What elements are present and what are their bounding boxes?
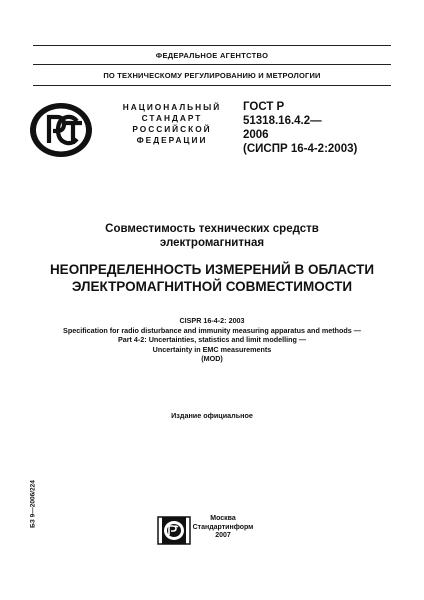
intl-line: (MOD) <box>201 354 223 364</box>
rst-logo-icon <box>28 100 94 160</box>
international-standard-reference <box>0 316 424 364</box>
gost-line: ГОСТ Р <box>243 101 285 113</box>
publisher-logo-icon <box>157 515 193 547</box>
gost-line: (СИСПР 16-4-2:2003) <box>243 143 358 155</box>
publisher-info <box>192 515 254 541</box>
intl-line: Uncertainty in EMC measurements <box>152 344 272 354</box>
national-standard-label <box>112 102 232 146</box>
title-line: ЭЛЕКТРОМАГНИТНОЙ СОВМЕСТИМОСТИ <box>71 279 353 294</box>
gost-designation <box>243 100 383 156</box>
document-title <box>0 261 424 295</box>
gost-line: 51318.16.4.2— <box>243 115 322 127</box>
subtitle-line: электромагнитная <box>159 237 265 249</box>
agency-name-line1: ФЕДЕРАЛЬНОЕ АГЕНТСТВО <box>155 51 269 60</box>
side-code-text: БЗ 9—2006/224 <box>29 480 37 528</box>
side-code <box>27 474 39 534</box>
publication-year: 2007 <box>215 532 231 539</box>
publisher-name: Стандартинформ <box>192 523 254 531</box>
title-line: НЕОПРЕДЕЛЕННОСТЬ ИЗМЕРЕНИЙ В ОБЛАСТИ <box>49 262 375 277</box>
national-standard-line: ФЕДЕРАЦИИ <box>136 135 208 145</box>
top-rule-upper <box>33 45 391 46</box>
publisher-logo <box>157 515 193 547</box>
subtitle-line: Совместимость технических средств <box>105 223 319 235</box>
intl-line: Part 4-2: Uncertainties, statistics and limit modelling — <box>117 335 307 345</box>
intl-line: Specification for radio disturbance and immunity measuring apparatus and methods — <box>63 325 361 335</box>
top-rule-lower <box>33 85 391 86</box>
edition-label: Издание официальное <box>171 411 253 420</box>
gost-line: 2006 <box>243 129 269 141</box>
national-standard-line: РОССИЙСКОЙ <box>132 124 212 134</box>
publisher-city: Москва <box>210 515 236 522</box>
top-rule-middle <box>33 64 391 65</box>
national-standard-line: НАЦИОНАЛЬНЫЙ <box>122 102 222 112</box>
agency-name-line2: ПО ТЕХНИЧЕСКОМУ РЕГУЛИРОВАНИЮ И МЕТРОЛОГИИ <box>103 71 321 80</box>
document-subtitle <box>0 222 424 250</box>
national-standard-line: СТАНДАРТ <box>141 113 203 123</box>
rst-logo <box>28 100 94 160</box>
intl-line: CISPR 16-4-2: 2003 <box>179 316 245 325</box>
